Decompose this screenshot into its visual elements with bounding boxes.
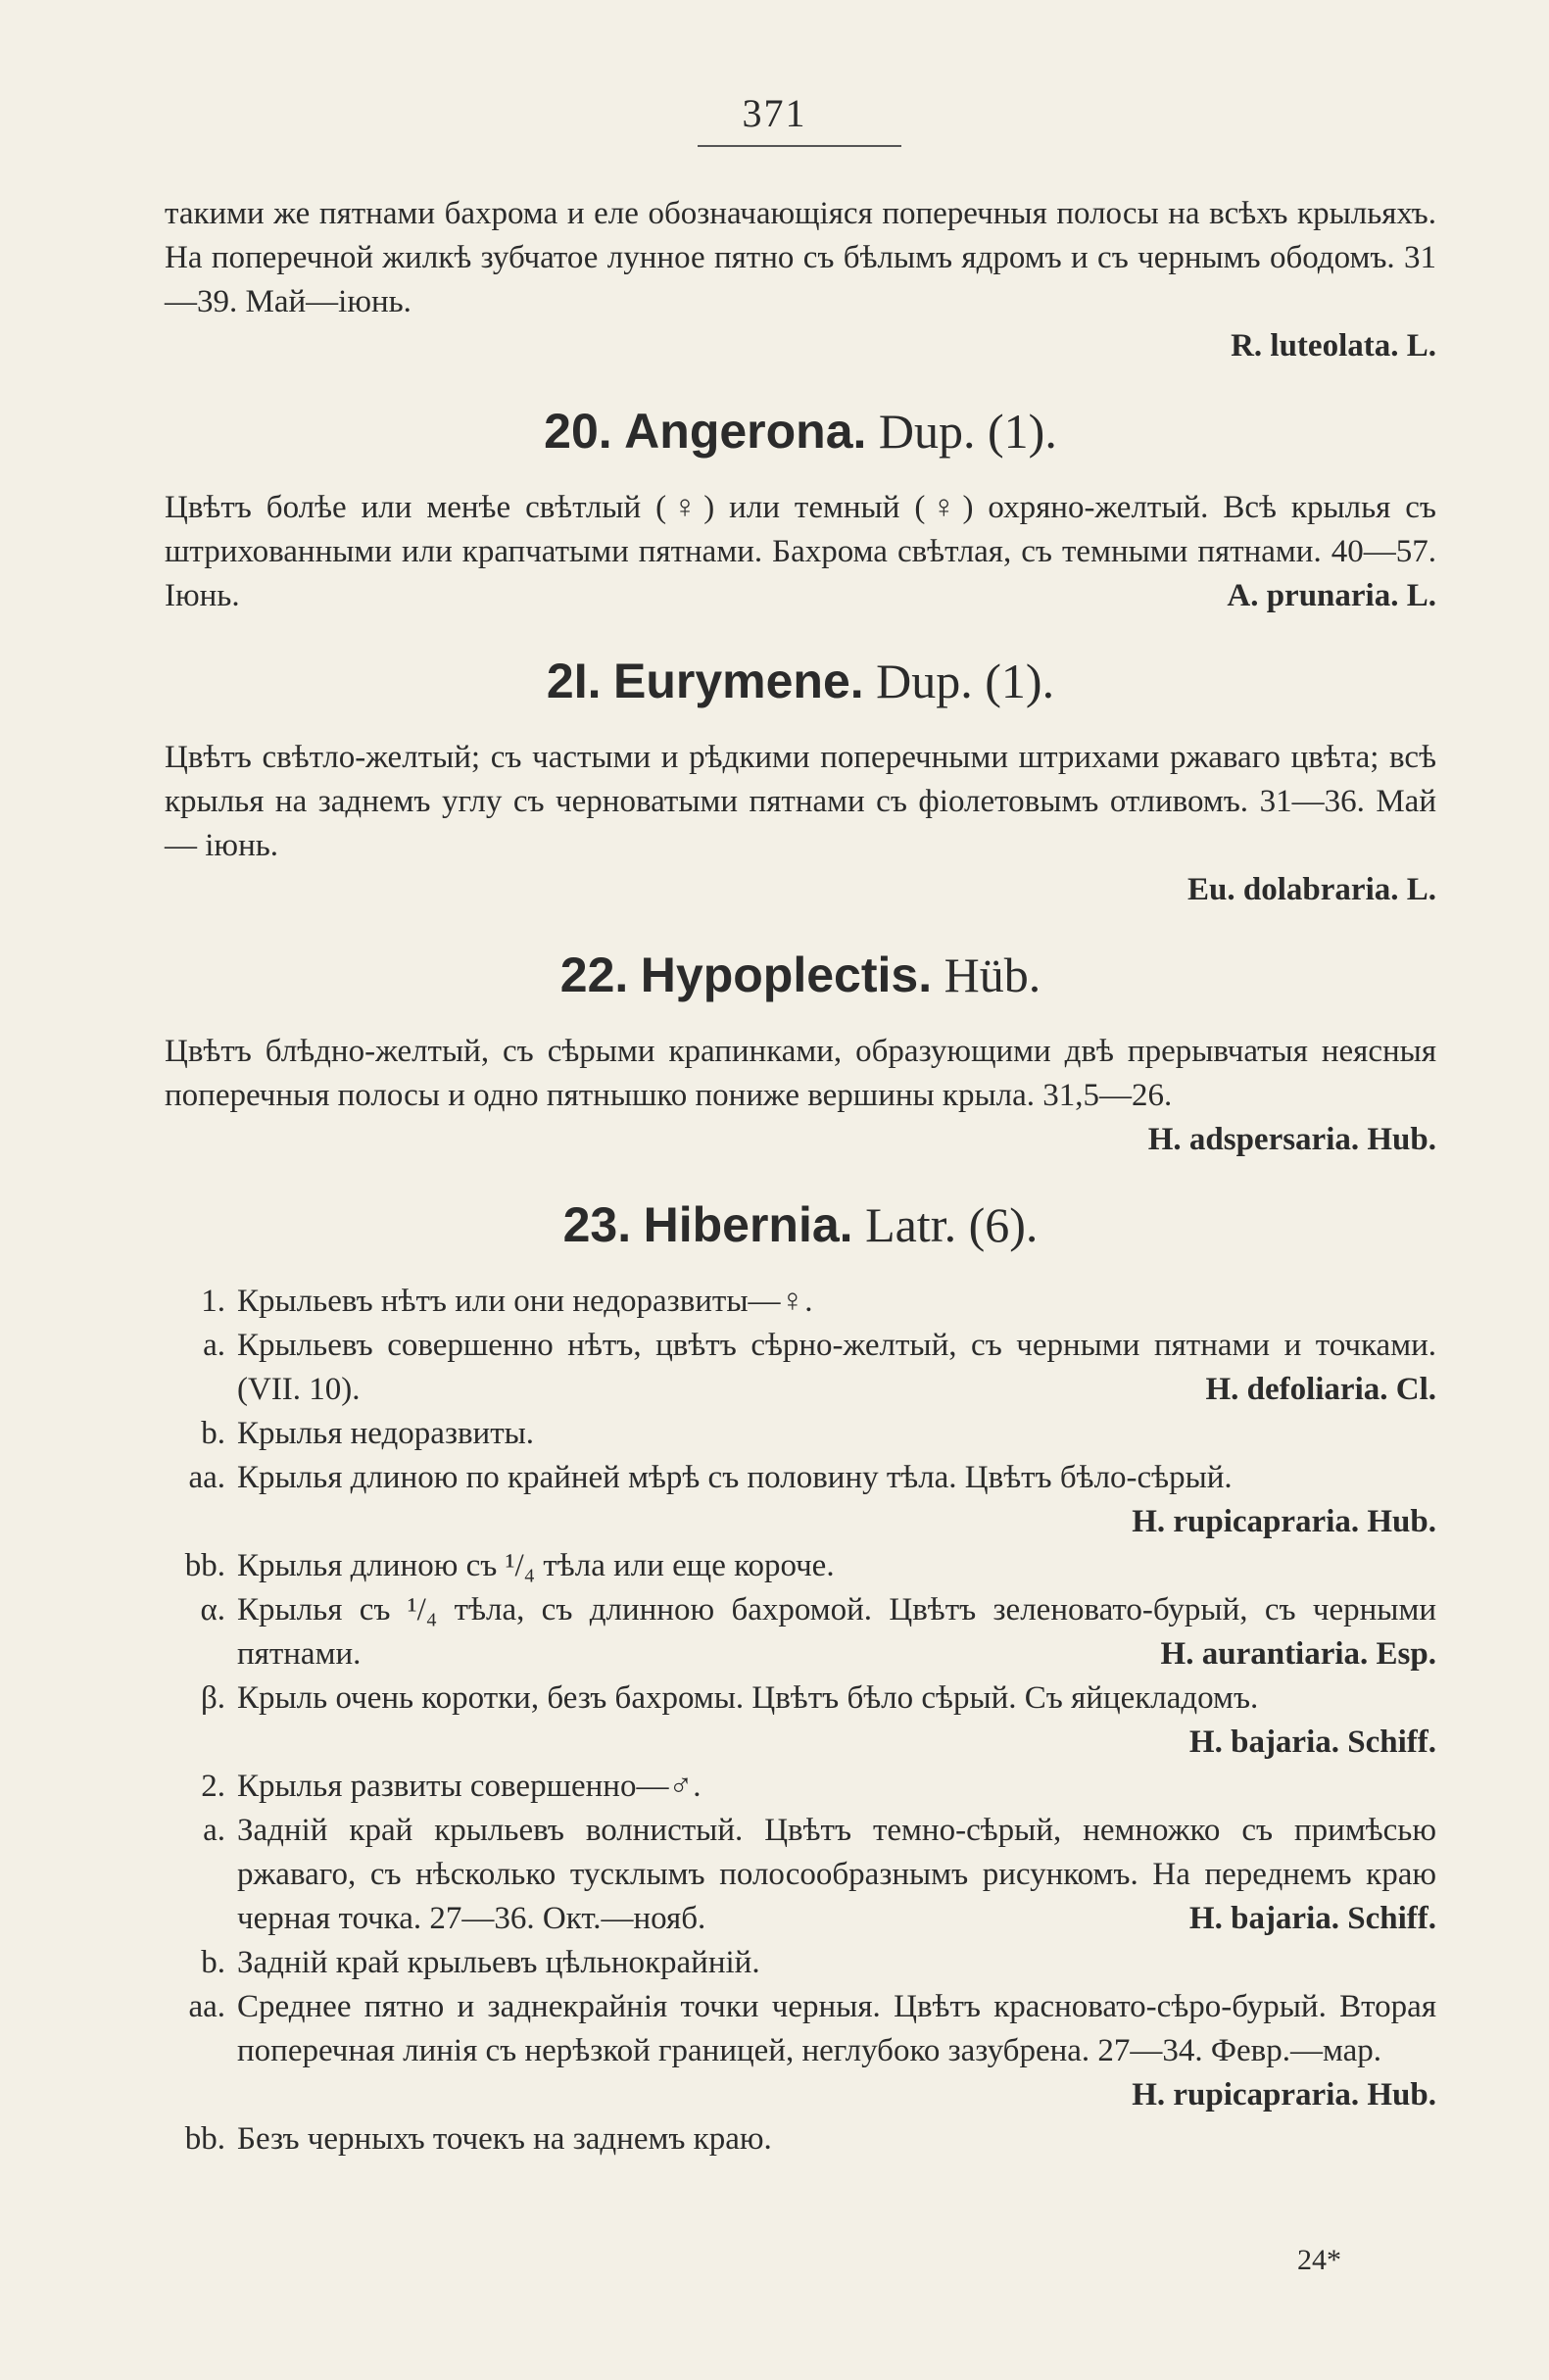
description-text: Цвѣтъ блѣдно-желтый, съ сѣрыми крапинками, образующими двѣ прерывчатыя неясныя поперечныя полосы и одно пятнышко пониже вершины крыла. 31,5—26.: [165, 1034, 1436, 1113]
species-name: H. adspersaria. Hub.: [1147, 1122, 1436, 1157]
key-entry: [165, 1456, 1436, 1544]
key-text-block: [237, 1809, 1436, 1941]
key-entry: [165, 1324, 1436, 1412]
header-rule: [698, 145, 901, 147]
key-text-block: [237, 1765, 1436, 1809]
genus-heading-eurymene: [165, 652, 1436, 710]
key-text: Крылья съ ¹/₄ тѣла, съ длинною бахромой. Цвѣтъ зеленовато-бурый, съ черными пятнами.: [237, 1592, 1436, 1672]
key-marker: α.: [200, 1592, 225, 1627]
intro-paragraph: такими же пятнами бахрома и еле обозначающіяся поперечныя полосы на всѣхъ крыльяхъ. На поперечной жилкѣ зубчатое лунное пятно съ бѣлымъ ядромъ и съ чернымъ ободомъ. 31—39. Май—іюнь.: [165, 196, 1436, 319]
identification-key: [165, 1280, 1436, 2161]
key-marker: b.: [201, 1945, 225, 1980]
species-name: Eu. dolabraria. L.: [1187, 872, 1436, 907]
genus-heading-hypoplectis: [165, 946, 1436, 1004]
key-marker: a.: [203, 1328, 225, 1363]
key-entry: [165, 1544, 1436, 1588]
key-text-block: [237, 1280, 1436, 1324]
species-name: H. bajaria. Schiff.: [1188, 1724, 1436, 1760]
page-number: 371: [742, 91, 807, 135]
species-name: H. bajaria. Schiff.: [1188, 1901, 1436, 1936]
key-text: Крыльевъ совершенно нѣтъ, цвѣтъ сѣрно-желтый, съ черными пятнами и точками. (VII. 10).: [237, 1328, 1436, 1407]
key-text-block: [237, 1324, 1436, 1412]
genus-description: [165, 1030, 1436, 1157]
key-text: Крылья длиною по крайней мѣрѣ съ половину тѣла. Цвѣтъ бѣло-сѣрый.: [237, 1460, 1233, 1495]
key-entry: [165, 1676, 1436, 1765]
key-text: Безъ черныхъ точекъ на заднемъ краю.: [237, 2121, 772, 2157]
key-text-block: [237, 1412, 1436, 1456]
key-entry: [165, 1280, 1436, 1324]
key-text-block: [237, 2117, 1436, 2161]
genus-author: Dup. (1).: [878, 404, 1057, 459]
key-entry: [165, 1809, 1436, 1941]
key-text-block: [237, 1985, 1436, 2117]
key-marker: 2.: [201, 1769, 225, 1804]
key-marker: 1.: [201, 1284, 225, 1319]
genus-author: Latr. (6).: [865, 1197, 1039, 1252]
genus-name: Angerona.: [624, 404, 867, 459]
key-text: Крыльевъ нѣтъ или они недоразвиты—♀.: [237, 1284, 813, 1319]
genus-name: Hibernia.: [643, 1197, 853, 1252]
key-entry: [165, 2117, 1436, 2161]
key-marker: bb.: [184, 1548, 225, 1583]
signature-mark: 24*: [1297, 2244, 1341, 2276]
species-name: H. defoliaria. Cl.: [1205, 1372, 1436, 1407]
key-entry: [165, 1941, 1436, 1985]
key-marker: a.: [203, 1813, 225, 1848]
genus-description: Цвѣтъ свѣтло-желтый; съ частыми и рѣдкими поперечными штрихами ржаваго цвѣта; всѣ крылья на заднемъ углу съ черноватыми пятнами съ фіолетовымъ отливомъ. 31—36. Май — іюнь.: [165, 740, 1436, 863]
genus-author: Hüb.: [944, 947, 1041, 1002]
key-entry: [165, 1985, 1436, 2117]
key-text: Крылья развиты совершенно—♂.: [237, 1769, 702, 1804]
species-name: H. rupicapraria. Hub.: [1132, 2077, 1436, 2113]
genus-number: 22.: [559, 947, 629, 1002]
key-marker: b.: [201, 1416, 225, 1451]
key-text: Крылья недоразвиты.: [237, 1416, 535, 1451]
key-marker: bb.: [184, 2121, 225, 2157]
key-marker: aa.: [188, 1989, 225, 2024]
key-text-block: [237, 1676, 1436, 1765]
intro-species: R. luteolata. L.: [1231, 328, 1436, 364]
genus-author: Dup. (1).: [876, 654, 1055, 708]
key-text: Крылья длиною съ ¹/₄ тѣла или еще короче.: [237, 1548, 835, 1583]
key-text: Среднее пятно и заднекрайнія точки черныя. Цвѣтъ красновато-сѣро-бурый. Вторая поперечная линія съ нерѣзкой границей, неглубоко зазубрена. 27—34. Февр.—мар.: [237, 1989, 1436, 2068]
key-entry: [165, 1588, 1436, 1676]
description-text: Цвѣтъ болѣе или менѣе свѣтлый (♀) или темный (♀) охряно-желтый. Всѣ крылья съ штрихованными или крапчатыми пятнами. Бахрома свѣтлая, съ темными пятнами. 40—57. Іюнь.: [165, 490, 1436, 613]
key-text-block: [237, 1456, 1436, 1544]
key-entry: [165, 1412, 1436, 1456]
key-text: Крыль очень коротки, безъ бахромы. Цвѣтъ бѣло сѣрый. Съ яйцекладомъ.: [237, 1680, 1259, 1716]
key-marker: β.: [200, 1680, 225, 1716]
genus-number: 23.: [562, 1197, 632, 1252]
genus-name: Eurymene.: [613, 654, 864, 708]
key-text-block: [237, 1941, 1436, 1985]
key-marker: aa.: [188, 1460, 225, 1495]
genus-heading-hibernia: [165, 1195, 1436, 1254]
genus-heading-angerona: [165, 402, 1436, 461]
page-content: [165, 192, 1436, 2161]
key-text: Заднiй край крыльевъ волнистый. Цвѣтъ темно-сѣрый, немножко съ примѣсью ржаваго, съ нѣсколько тусклымъ полосообразнымъ рисункомъ. На переднемъ краю черная точка. 27—36. Окт.—нояб.: [237, 1813, 1436, 1936]
key-text-block: [237, 1588, 1436, 1676]
key-text-block: [237, 1544, 1436, 1588]
key-entry: [165, 1765, 1436, 1809]
genus-description: [165, 486, 1436, 618]
genus-name: Hypoplectis.: [640, 947, 933, 1002]
genus-number: 2I.: [546, 654, 602, 708]
species-name: H. rupicapraria. Hub.: [1132, 1504, 1436, 1539]
species-name: A. prunaria. L.: [1227, 578, 1436, 613]
genus-number: 20.: [544, 404, 612, 459]
species-name: H. aurantiaria. Esp.: [1160, 1636, 1436, 1672]
key-text: Заднiй край крыльевъ цѣльнокрайнiй.: [237, 1945, 760, 1980]
